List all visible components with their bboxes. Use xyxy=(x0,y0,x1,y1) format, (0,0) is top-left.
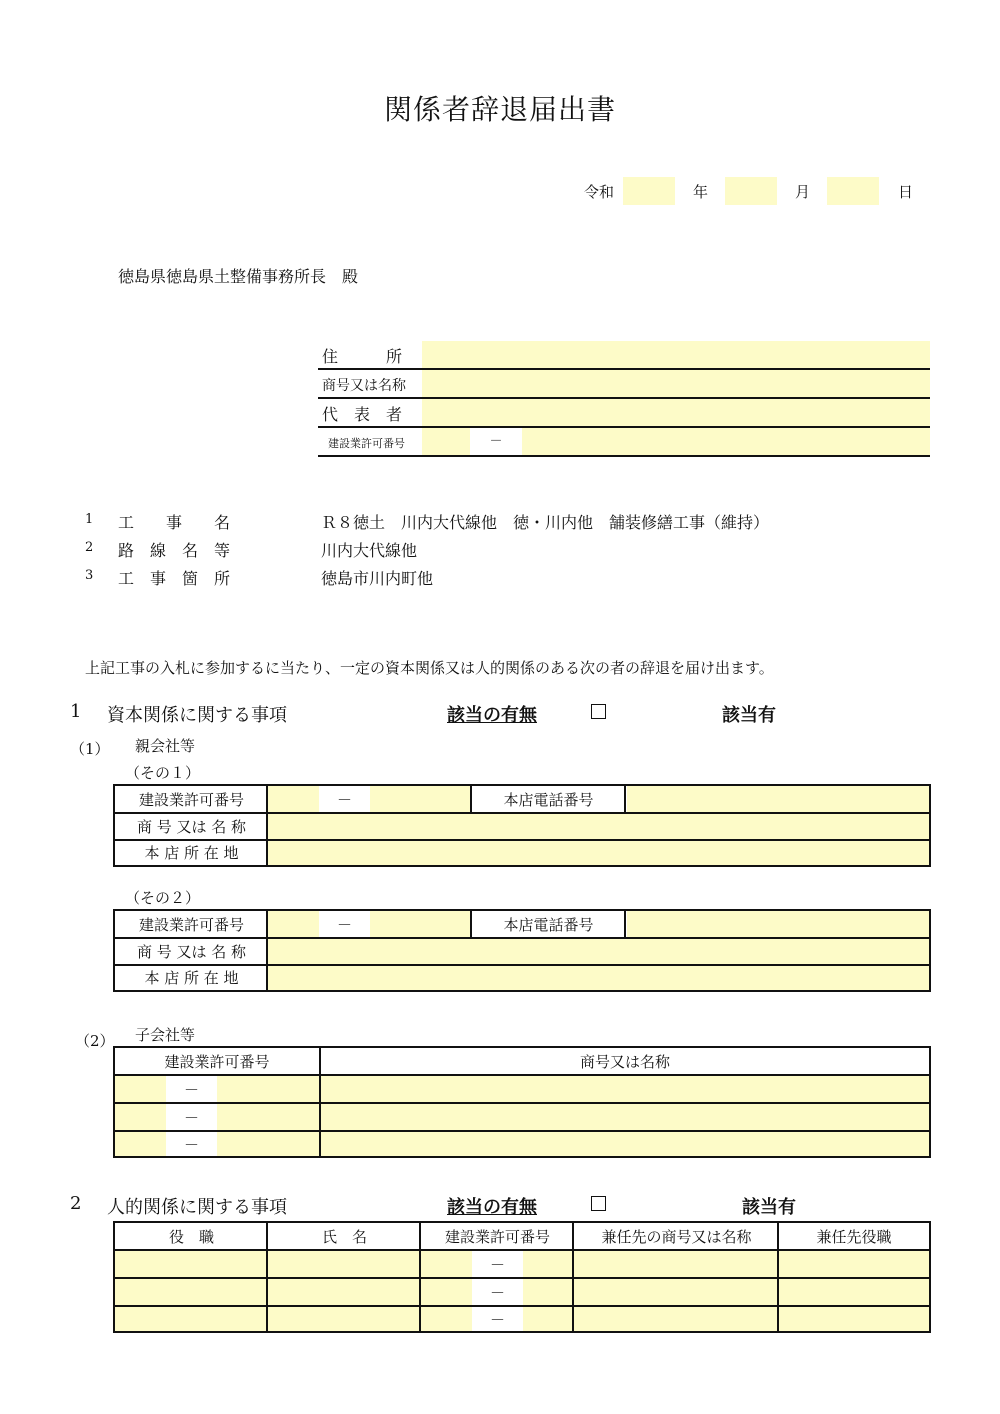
parent-table-1 xyxy=(113,784,931,867)
personal-r3-name-input[interactable] xyxy=(268,1307,419,1331)
parent1-license-number-input[interactable] xyxy=(370,786,470,813)
personal-r3-license-number-input[interactable] xyxy=(523,1307,572,1331)
date-day-label: 日 xyxy=(898,183,914,201)
applicant-license-row xyxy=(318,428,930,457)
personal-r2-license-prefix-input[interactable] xyxy=(421,1279,472,1305)
date-month-input[interactable] xyxy=(725,177,777,205)
sub2-label: 子会社等 xyxy=(135,1026,196,1044)
project-value-2: 川内大代線他 xyxy=(321,541,418,560)
parent1-license-dash: － xyxy=(319,786,370,813)
personal-col-name: 氏 名 xyxy=(321,1228,367,1246)
applicant-block xyxy=(318,341,930,457)
parent1-phone-input[interactable] xyxy=(627,786,929,813)
applicant-rep-row xyxy=(318,399,930,428)
parent2-address-label: 本 店 所 在 地 xyxy=(144,969,239,987)
project-label-2: 路 線 名 等 xyxy=(118,541,231,560)
personal-r1-license-prefix-input[interactable] xyxy=(421,1251,472,1277)
applicant-rep-input[interactable] xyxy=(422,399,930,426)
parent2-phone-label: 本店電話番号 xyxy=(503,916,594,934)
personal-r1-position-input[interactable] xyxy=(115,1251,266,1277)
subsidiary-r1-number-input[interactable] xyxy=(217,1076,319,1102)
applicant-license-dash: － xyxy=(470,428,522,455)
subsidiary-col-name: 商号又は名称 xyxy=(579,1053,670,1071)
subsidiary-r1-prefix-input[interactable] xyxy=(115,1076,166,1102)
personal-r2-company-input[interactable] xyxy=(574,1279,777,1305)
parent-part1-label: （その１） xyxy=(125,764,201,782)
personal-r3-position-input[interactable] xyxy=(115,1307,266,1331)
personal-r1-company-input[interactable] xyxy=(574,1251,777,1277)
section2-number: 2 xyxy=(70,1193,82,1214)
section1-number: 1 xyxy=(70,701,82,722)
sub1-number: （1） xyxy=(70,740,110,758)
applicant-name-input[interactable] xyxy=(422,370,930,397)
project-label-3: 工 事 箇 所 xyxy=(118,569,231,588)
sub1-label: 親会社等 xyxy=(135,737,196,755)
applicant-address-label: 住 所 xyxy=(322,347,403,366)
parent2-name-input[interactable] xyxy=(268,938,929,965)
date-month-label: 月 xyxy=(795,183,811,201)
parent1-phone-label: 本店電話番号 xyxy=(503,791,594,809)
date-era: 令和 xyxy=(584,183,615,201)
section2-checkbox[interactable] xyxy=(591,1196,606,1211)
section2-applicable-label: 該当の有無 xyxy=(447,1197,537,1218)
parent2-phone-input[interactable] xyxy=(627,911,929,938)
subsidiary-r1-dash: － xyxy=(166,1076,217,1102)
personal-r1-cposition-input[interactable] xyxy=(779,1251,929,1277)
personal-r2-cposition-input[interactable] xyxy=(779,1279,929,1305)
personal-col-license: 建設業許可番号 xyxy=(444,1228,550,1246)
subsidiary-table xyxy=(113,1046,931,1158)
project-value-1: Ｒ８徳土 川内大代線他 徳・川内他 舗装修繕工事（維持） xyxy=(321,513,770,532)
parent1-license-label: 建設業許可番号 xyxy=(138,791,244,809)
parent2-license-dash: － xyxy=(319,911,370,938)
personal-col-concurrent-company: 兼任先の商号又は名称 xyxy=(601,1228,752,1246)
parent1-name-label: 商 号 又は 名 称 xyxy=(136,818,247,836)
project-num-1: 1 xyxy=(85,512,94,527)
section2-title: 人的関係に関する事項 xyxy=(107,1197,287,1218)
subsidiary-r2-number-input[interactable] xyxy=(217,1104,319,1130)
applicant-license-number-input[interactable] xyxy=(522,428,930,455)
parent1-address-label: 本 店 所 在 地 xyxy=(144,844,239,862)
parent-part2-label: （その２） xyxy=(125,889,201,907)
date-year-input[interactable] xyxy=(623,177,675,205)
parent2-license-prefix-input[interactable] xyxy=(268,911,319,938)
subsidiary-r3-dash: － xyxy=(166,1132,217,1156)
personal-r1-license-dash: － xyxy=(472,1251,523,1277)
applicant-name-label: 商号又は名称 xyxy=(322,378,406,394)
subsidiary-r2-prefix-input[interactable] xyxy=(115,1104,166,1130)
date-year-label: 年 xyxy=(693,183,709,201)
subsidiary-r2-dash: － xyxy=(166,1104,217,1130)
personal-r2-name-input[interactable] xyxy=(268,1279,419,1305)
parent2-license-label: 建設業許可番号 xyxy=(138,916,244,934)
parent2-license-number-input[interactable] xyxy=(370,911,470,938)
personal-r3-company-input[interactable] xyxy=(574,1307,777,1331)
parent1-name-input[interactable] xyxy=(268,813,929,840)
section1-title: 資本関係に関する事項 xyxy=(107,705,287,726)
parent-table-2 xyxy=(113,909,931,992)
personal-col-concurrent-position: 兼任先役職 xyxy=(816,1228,892,1246)
applicant-address-input[interactable] xyxy=(422,341,930,368)
parent2-address-input[interactable] xyxy=(268,965,929,990)
personal-r3-cposition-input[interactable] xyxy=(779,1307,929,1331)
subsidiary-col-license: 建設業許可番号 xyxy=(164,1053,270,1071)
subsidiary-r3-number-input[interactable] xyxy=(217,1132,319,1156)
personal-r2-position-input[interactable] xyxy=(115,1279,266,1305)
parent2-name-label: 商 号 又は 名 称 xyxy=(136,943,247,961)
date-day-input[interactable] xyxy=(827,177,879,205)
section2-applicable-value: 該当有 xyxy=(742,1197,796,1218)
personal-r3-license-dash: － xyxy=(472,1307,523,1331)
subsidiary-r3-name-input[interactable] xyxy=(321,1132,929,1156)
section1-applicable-value: 該当有 xyxy=(722,705,776,726)
project-value-3: 徳島市川内町他 xyxy=(321,569,434,588)
statement-text: 上記工事の入札に参加するに当たり、一定の資本関係又は人的関係のある次の者の辞退を届け出ます。 xyxy=(85,659,774,677)
personal-r1-license-number-input[interactable] xyxy=(523,1251,572,1277)
applicant-address-row xyxy=(318,341,930,370)
addressee: 徳島県徳島県土整備事務所長 殿 xyxy=(118,267,359,286)
project-num-3: 3 xyxy=(85,568,94,583)
subsidiary-r2-name-input[interactable] xyxy=(321,1104,929,1130)
subsidiary-r1-name-input[interactable] xyxy=(321,1076,929,1102)
applicant-rep-label: 代 表 者 xyxy=(322,405,403,424)
personal-r1-name-input[interactable] xyxy=(268,1251,419,1277)
project-label-1: 工 事 名 xyxy=(118,513,231,532)
personal-table xyxy=(113,1221,931,1333)
subsidiary-r3-prefix-input[interactable] xyxy=(115,1132,166,1156)
personal-r3-license-prefix-input[interactable] xyxy=(421,1307,472,1331)
personal-r2-license-number-input[interactable] xyxy=(523,1279,572,1305)
document-title: 関係者辞退届出書 xyxy=(383,93,616,126)
section1-applicable-label: 該当の有無 xyxy=(447,705,537,726)
sub2-number: （2） xyxy=(75,1032,115,1050)
applicant-license-label: 建設業許可番号 xyxy=(328,437,405,450)
personal-r2-license-dash: － xyxy=(472,1279,523,1305)
personal-col-position: 役 職 xyxy=(168,1228,214,1246)
applicant-license-prefix-input[interactable] xyxy=(422,428,470,455)
section1-checkbox[interactable] xyxy=(591,704,606,719)
parent1-address-input[interactable] xyxy=(268,840,929,865)
parent1-license-prefix-input[interactable] xyxy=(268,786,319,813)
applicant-name-row xyxy=(318,370,930,399)
project-num-2: 2 xyxy=(85,540,94,555)
